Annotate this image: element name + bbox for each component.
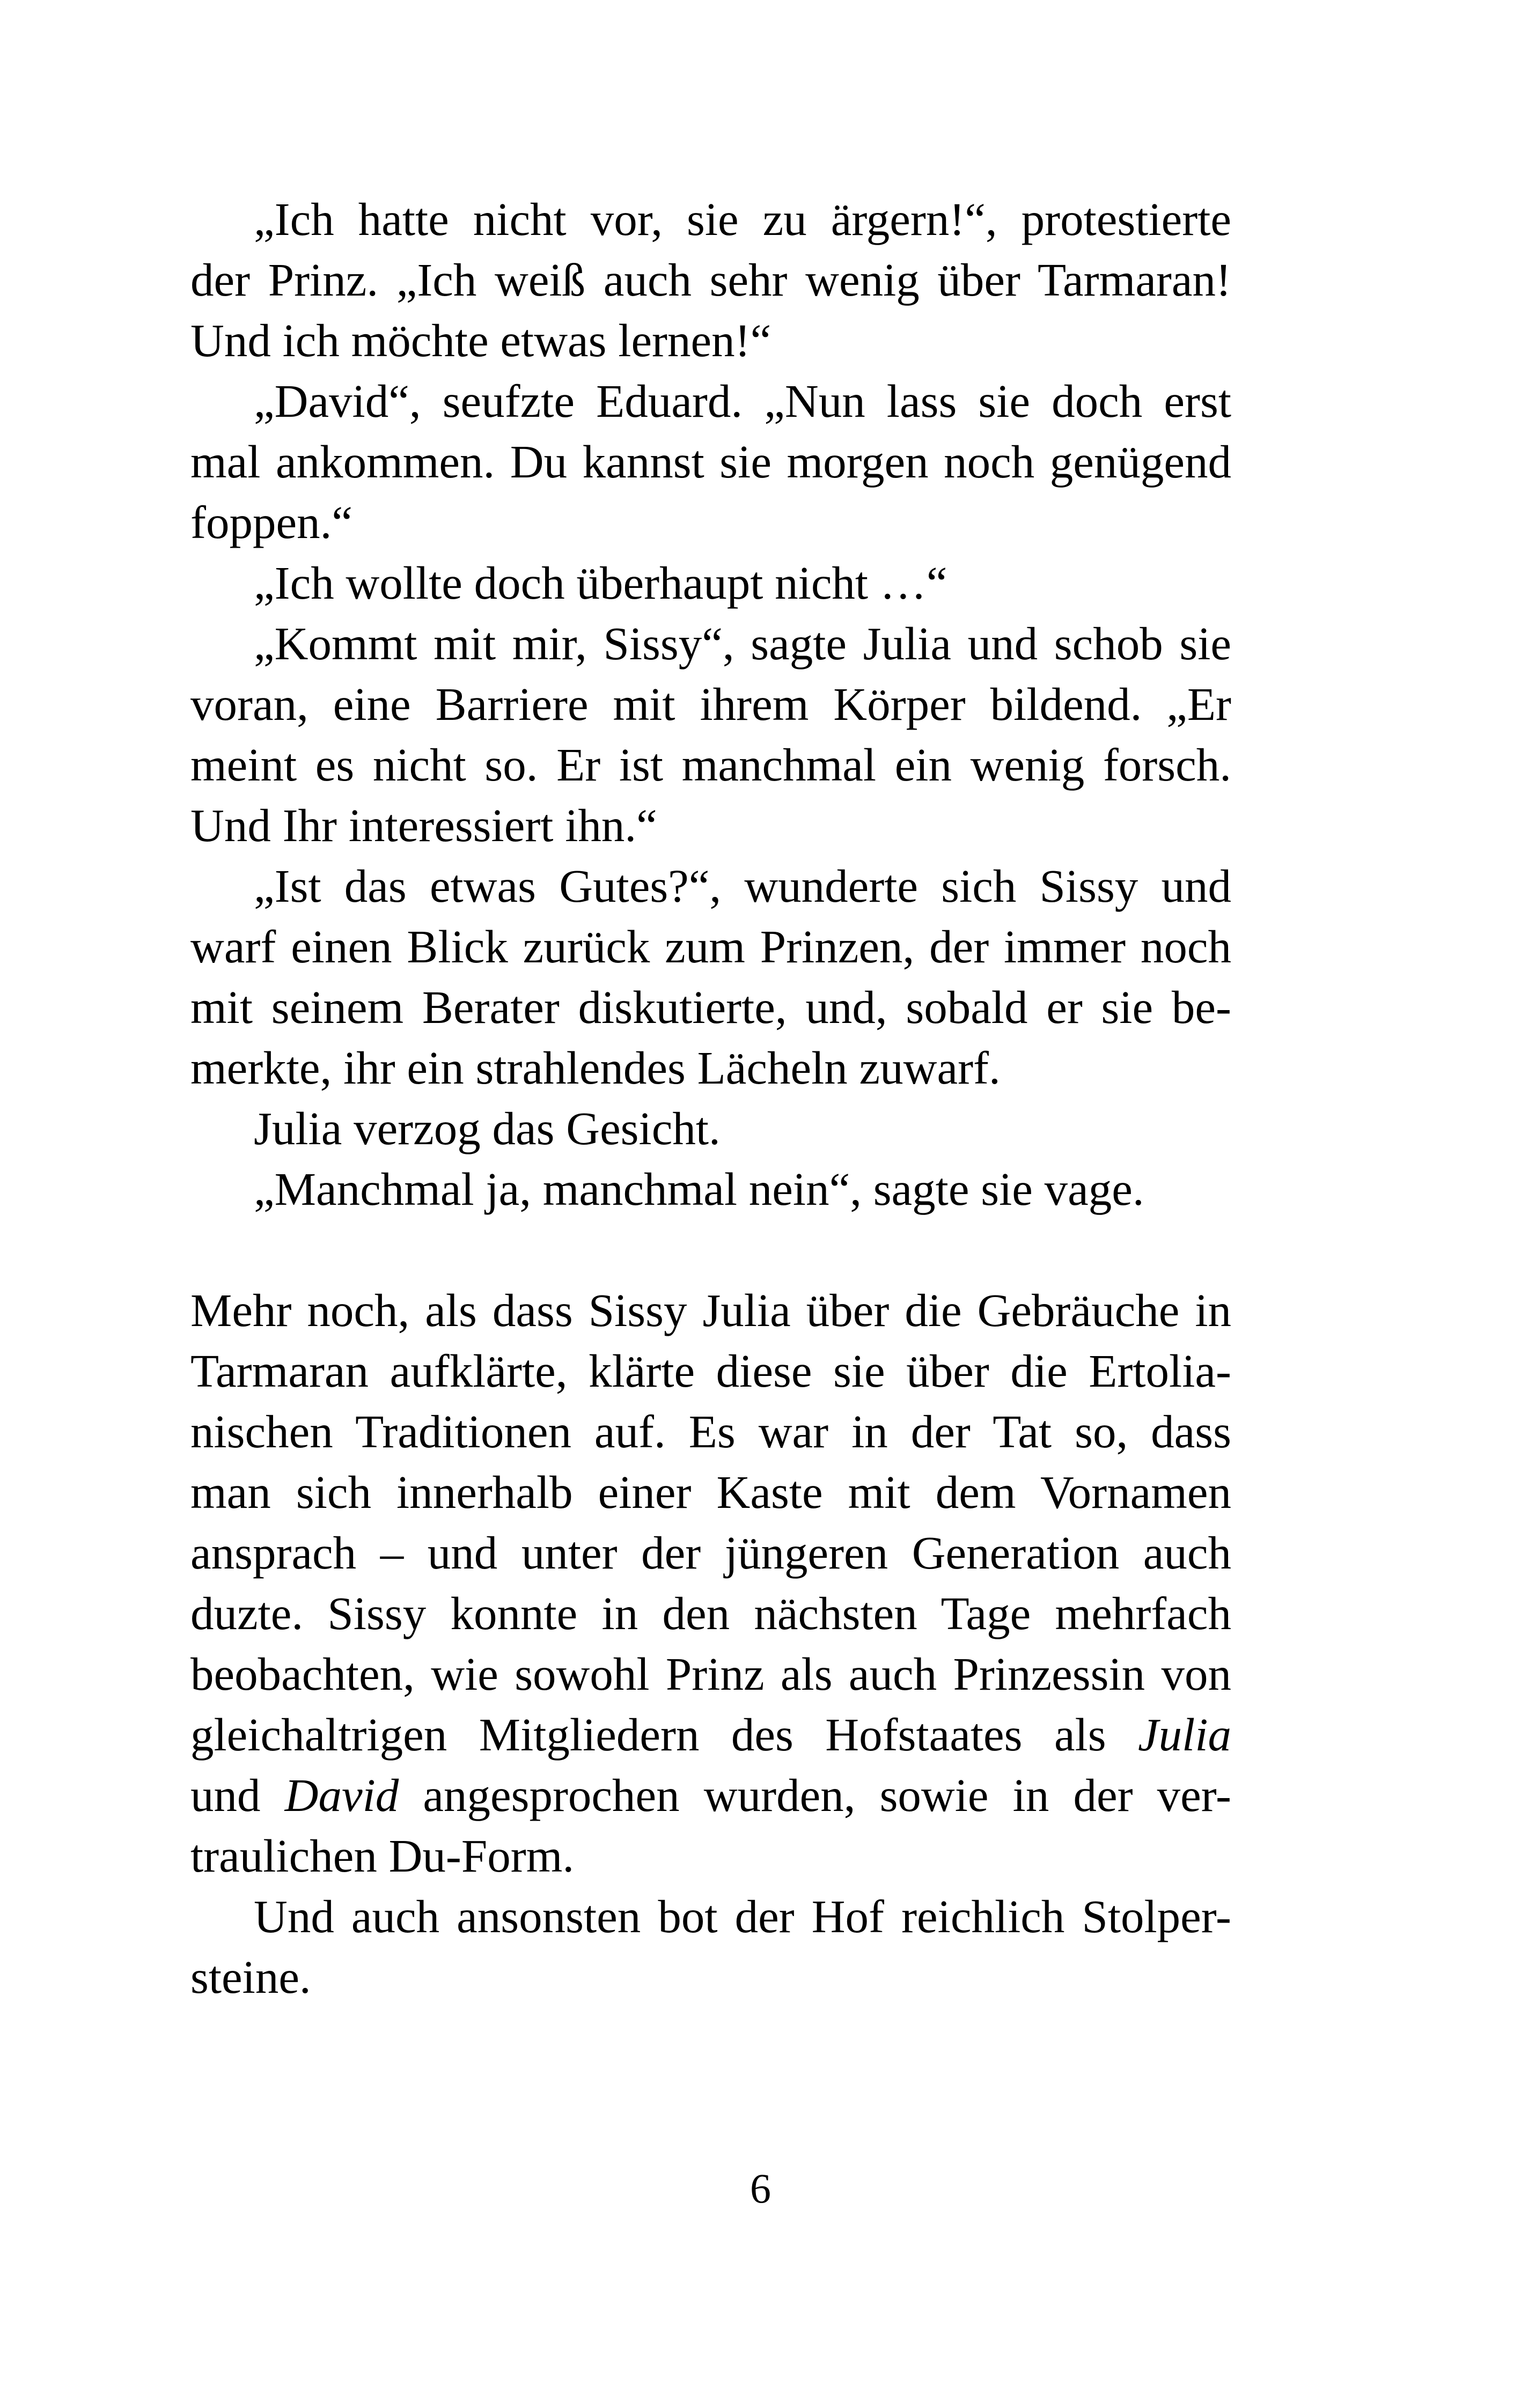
- text-line: „Manchmal ja, manchmal nein“, sagte sie vage.: [254, 1163, 1144, 1215]
- italic-name-julia: Julia: [1138, 1709, 1231, 1761]
- text-line: „Ich wollte doch überhaupt nicht …“: [254, 557, 947, 609]
- text-line: foppen.“: [190, 496, 352, 548]
- text-fragment: angesprochen wurden, sowie in der ver-: [399, 1769, 1231, 1821]
- text-line: Julia verzog das Gesicht.: [254, 1102, 721, 1154]
- text-line: duzte. Sissy konnte in den nächsten Tage mehrfach: [190, 1587, 1231, 1639]
- paragraph-dialogue-4: [190, 613, 1231, 856]
- text-line: traulichen Du-Form.: [190, 1830, 575, 1882]
- text-line: [190, 1765, 1231, 1825]
- text-fragment: gleichaltrigen Mitgliedern des Hofstaates als: [190, 1709, 1138, 1761]
- paragraph-dialogue-3: [190, 553, 1231, 613]
- italic-name-david: David: [284, 1769, 399, 1821]
- text-line: „David“, seufzte Eduard. „Nun lass sie doch erst: [254, 375, 1231, 427]
- text-line: Und Ihr interessiert ihn.“: [190, 799, 657, 851]
- text-line: beobachten, wie sowohl Prinz als auch Prinzessin von: [190, 1648, 1231, 1700]
- text-line: warf einen Blick zurück zum Prinzen, der immer noch: [190, 921, 1231, 973]
- paragraph-narration-1: [190, 1098, 1231, 1159]
- text-line: [190, 1704, 1231, 1765]
- text-line: man sich innerhalb einer Kaste mit dem Vornamen: [190, 1466, 1231, 1518]
- page-number: 6: [750, 2165, 771, 2212]
- text-line: Und ich möchte etwas lernen!“: [190, 314, 771, 366]
- text-line: Und auch ansonsten bot der Hof reichlich Stolper-: [254, 1890, 1231, 1942]
- paragraph-dialogue-1: [190, 189, 1231, 371]
- paragraph-dialogue-5: [190, 856, 1231, 1098]
- text-fragment: und: [190, 1769, 285, 1821]
- text-line: merkte, ihr ein strahlendes Lächeln zuwarf.: [190, 1042, 1001, 1094]
- text-line: nischen Traditionen auf. Es war in der Tat so, dass: [190, 1405, 1231, 1457]
- text-line: Mehr noch, als dass Sissy Julia über die Gebräuche in: [190, 1284, 1231, 1336]
- paragraph-narration-2: [190, 1886, 1231, 2007]
- text-line: Tarmaran aufklärte, klärte diese sie über die Ertolia-: [190, 1345, 1231, 1397]
- text-line: „Ich hatte nicht vor, sie zu ärgern!“, protestierte: [254, 193, 1231, 245]
- text-line: ansprach – und unter der jüngeren Generation auch: [190, 1527, 1231, 1579]
- text-line: „Kommt mit mir, Sissy“, sagte Julia und schob sie: [254, 617, 1231, 669]
- paragraph-dialogue-6: [190, 1159, 1231, 1219]
- text-line: der Prinz. „Ich weiß auch sehr wenig über Tarmaran!: [190, 254, 1231, 306]
- text-line: mit seinem Berater diskutierte, und, sobald er sie be-: [190, 981, 1231, 1033]
- paragraph-section-start: [190, 1280, 1231, 1886]
- text-line: steine.: [190, 1951, 311, 2003]
- paragraph-dialogue-2: [190, 371, 1231, 553]
- text-line: voran, eine Barriere mit ihrem Körper bildend. „Er: [190, 678, 1231, 730]
- text-line: meint es nicht so. Er ist manchmal ein wenig forsch.: [190, 739, 1231, 791]
- text-line: „Ist das etwas Gutes?“, wunderte sich Sissy und: [254, 860, 1231, 912]
- text-line: mal ankommen. Du kannst sie morgen noch genügend: [190, 436, 1231, 488]
- book-page-text: [190, 189, 1231, 2007]
